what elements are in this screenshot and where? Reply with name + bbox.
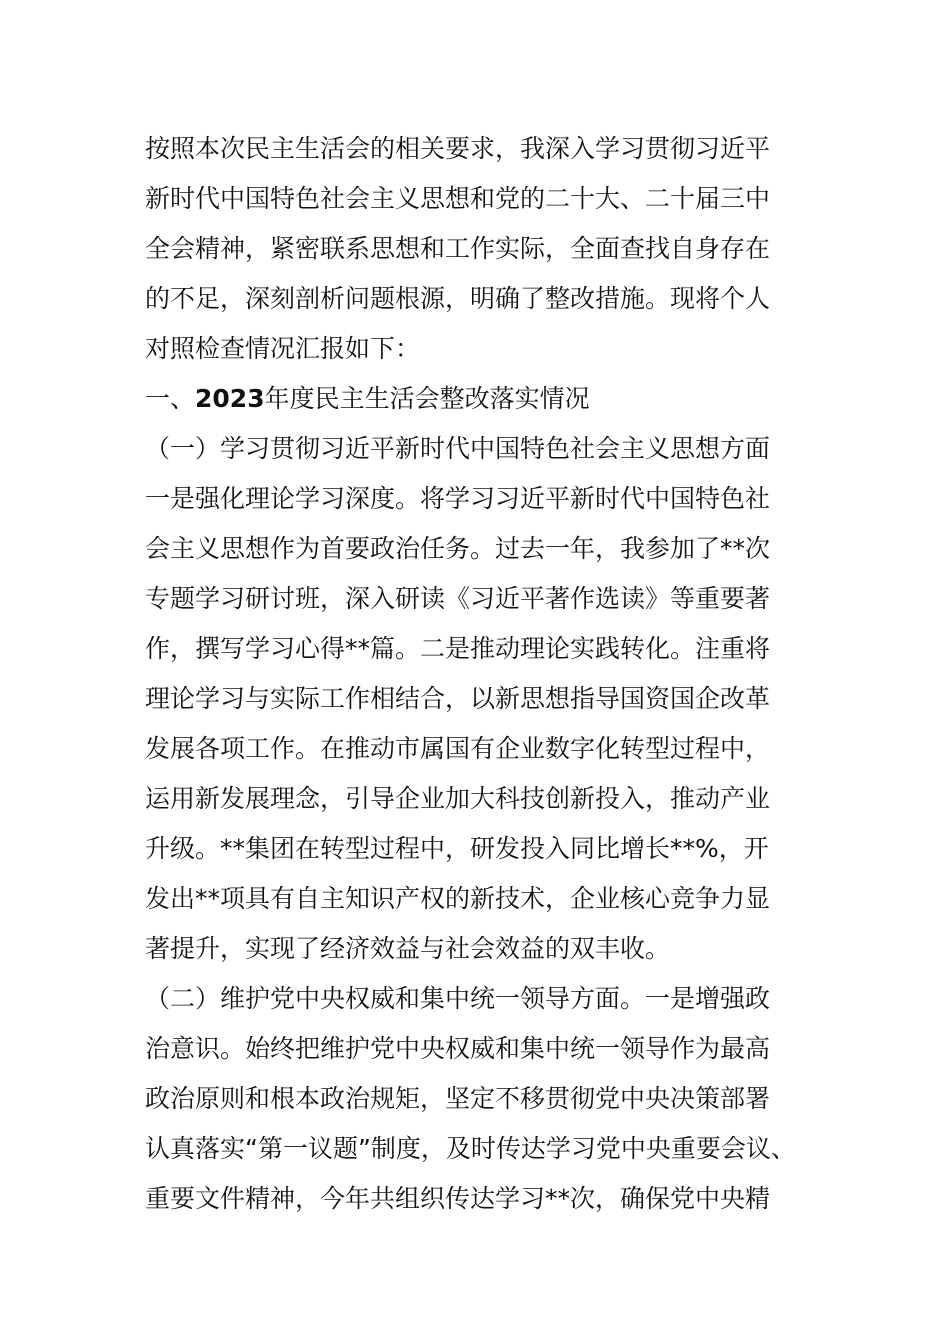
subsection-1-line-2: 会主义思想作为首要政治任务。过去一年，我参加了**次 <box>145 534 771 563</box>
section-1-heading-suffix: 年度民主生活会整改落实情况 <box>264 384 590 413</box>
intro-line-2: 新时代中国特色社会主义思想和党的二十大、二十届三中 <box>145 184 771 213</box>
section-1-heading-prefix: 一、 <box>145 384 196 413</box>
intro-line-5: 对照检查情况汇报如下： <box>145 334 421 363</box>
intro-line-3: 全会精神，紧密联系思想和工作实际，全面查找自身存在 <box>145 234 771 263</box>
subsection-1-line-1: 一是强化理论学习深度。将学习习近平新时代中国特色社 <box>145 484 771 513</box>
subsection-1-line-7: 运用新发展理念，引导企业加大科技创新投入，推动产业 <box>145 784 771 813</box>
subsection-1-line-6: 发展各项工作。在推动市属国有企业数字化转型过程中， <box>145 734 771 763</box>
intro-line-1: 按照本次民主生活会的相关要求，我深入学习贯彻习近平 <box>145 134 771 163</box>
subsection-2-line-5: 重要文件精神，今年共组织传达学习**次，确保党中央精 <box>145 1184 771 1213</box>
subsection-1-line-4: 作，撰写学习心得**篇。二是推动理论实践转化。注重将 <box>145 634 771 663</box>
subsection-1-line-3: 专题学习研讨班，深入研读《习近平著作选读》等重要著 <box>145 584 771 613</box>
subsection-1-line-9: 发出**项具有自主知识产权的新技术，企业核心竞争力显 <box>145 884 771 913</box>
subsection-1-heading: （一）学习贯彻习近平新时代中国特色社会主义思想方面 <box>145 434 771 463</box>
subsection-1-line-5: 理论学习与实际工作相结合，以新思想指导国资国企改革 <box>145 684 771 713</box>
subsection-2-line-3: 政治原则和根本政治规矩，坚定不移贯彻党中央决策部署 <box>145 1084 771 1113</box>
section-1-heading <box>145 374 820 424</box>
intro-line-4: 的不足，深刻剖析问题根源，明确了整改措施。现将个人 <box>145 284 771 313</box>
section-1-heading-year: 2023 <box>195 384 265 413</box>
subsection-2-line-4: 认真落实“第一议题”制度，及时传达学习党中央重要会议、 <box>145 1134 796 1163</box>
subsection-1-line-8: 升级。**集团在转型过程中，研发投入同比增长**%，开 <box>145 834 769 863</box>
document-body <box>145 124 820 1224</box>
subsection-1-line-10: 著提升，实现了经济效益与社会效益的双丰收。 <box>145 934 671 963</box>
subsection-2-line-1: （二）维护党中央权威和集中统一领导方面。一是增强政 <box>145 984 771 1013</box>
subsection-2-line-2: 治意识。始终把维护党中央权威和集中统一领导作为最高 <box>145 1034 771 1063</box>
